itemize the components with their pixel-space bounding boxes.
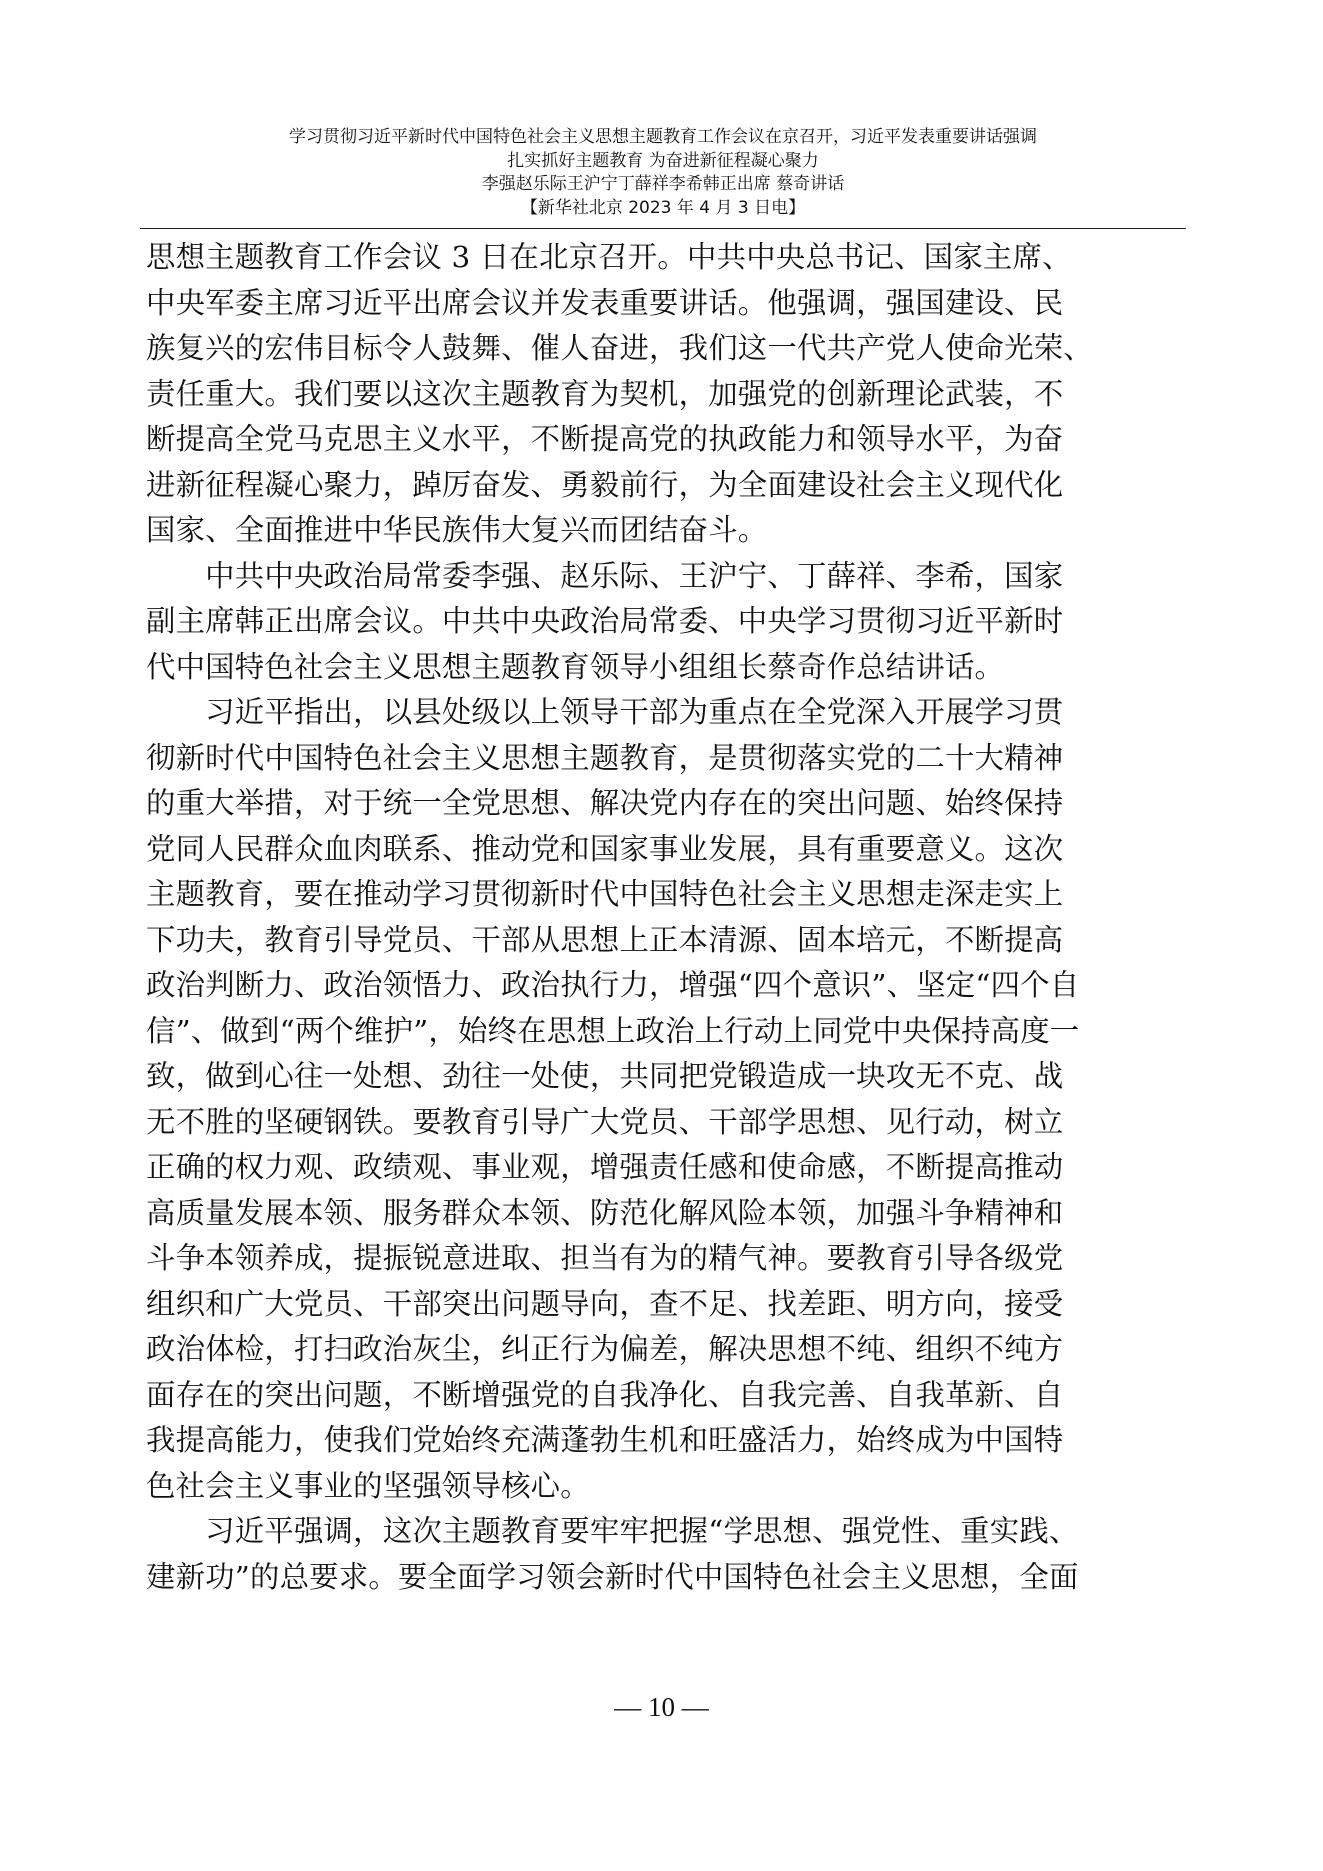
body-line: 党同人民群众血肉联系、推动党和国家事业发展，具有重要意义。这次 [146,831,1064,866]
article-header [140,126,1186,220]
body-line: 的重大举措，对于统一全党思想、解决党内存在的突出问题、始终保持 [146,786,1064,820]
header-title: 扎实抓好主题教育 为奋进新征程凝心聚力 [507,150,819,171]
body-line: 致，做到心往一处想、劲往一处使，共同把党锻造成一块攻无不克、战 [146,1059,1064,1093]
body-line: 习近平强调，这次主题教育要牢牢把握“学思想、强党性、重实践、 [146,1514,1079,1548]
body-line: 组织和广大党员、干部突出问题导向，查不足、找差距、明方向，接受 [146,1286,1064,1321]
body-line: 斗争本领养成，提振锐意进取、担当有为的精气神。要教育引导各级党 [146,1241,1064,1275]
body-line: 进新征程凝心聚力，踔厉奋发、勇毅前行，为全面建设社会主义现代化 [146,467,1064,502]
header-headline: 学习贯彻习近平新时代中国特色社会主义思想主题教育工作会议在京召开，习近平发表重要讲话强调 [289,127,1037,147]
body-line: 建新功”的总要求。要全面学习领会新时代中国特色社会主义思想，全面 [146,1559,1079,1594]
body-line: 无不胜的坚硬钢铁。要教育引导广大党员、干部学思想、见行动，树立 [146,1104,1064,1139]
header-dateline: 【新华社北京 2023 年 4 月 3 日电】 [520,197,806,218]
body-line: 我提高能力，使我们党始终充满蓬勃生机和旺盛活力，始终成为中国特 [146,1423,1064,1457]
body-line: 主题教育，要在推动学习贯彻新时代中国特色社会主义思想走深走实上 [146,877,1064,911]
body-line: 中共中央政治局常委李强、赵乐际、王沪宁、丁薛祥、李希，国家 [146,558,1064,593]
body-line: 色社会主义事业的坚强领导核心。 [146,1468,590,1503]
body-line: 信”、做到“两个维护”，始终在思想上政治上行动上同党中央保持高度一 [146,1013,1080,1048]
article-body [146,235,1182,1600]
page-number: — 10 — [614,1692,709,1722]
body-line: 中央军委主席习近平出席会议并发表重要讲话。他强调，强国建设、民 [146,285,1064,320]
body-line: 彻新时代中国特色社会主义思想主题教育，是贯彻落实党的二十大精神 [146,740,1064,775]
body-line: 断提高全党马克思主义水平，不断提高党的执政能力和领导水平，为奋 [146,422,1064,456]
body-line: 政治判断力、政治领悟力、政治执行力，增强“四个意识”、坚定“四个自 [146,968,1080,1002]
body-line: 族复兴的宏伟目标令人鼓舞、催人奋进，我们这一代共产党人使命光荣、 [146,331,1093,365]
body-line: 下功夫，教育引导党员、干部从思想上正本清源、固本培元，不断提高 [146,922,1064,957]
body-line: 政治体检，打扫政治灰尘，纠正行为偏差，解决思想不纯、组织不纯方 [146,1332,1064,1366]
body-line: 正确的权力观、政绩观、事业观，增强责任感和使命感，不断提高推动 [146,1150,1064,1184]
body-line: 国家、全面推进中华民族伟大复兴而团结奋斗。 [146,513,768,547]
body-line: 责任重大。我们要以这次主题教育为契机，加强党的创新理论武装，不 [146,376,1064,411]
body-line: 高质量发展本领、服务群众本领、防范化解风险本领，加强斗争精神和 [146,1195,1064,1230]
header-divider [140,228,1186,229]
body-line: 思想主题教育工作会议 3 日在北京召开。中共中央总书记、国家主席、 [146,240,1072,274]
header-subtitle: 李强赵乐际王沪宁丁薛祥李希韩正出席 蔡奇讲话 [481,174,845,194]
body-line: 副主席韩正出席会议。中共中央政治局常委、中央学习贯彻习近平新时 [146,604,1064,638]
body-line: 代中国特色社会主义思想主题教育领导小组组长蔡奇作总结讲话。 [146,649,1005,684]
body-line: 面存在的突出问题，不断增强党的自我净化、自我完善、自我革新、自 [146,1377,1064,1412]
body-line: 习近平指出，以县处级以上领导干部为重点在全党深入开展学习贯 [146,695,1064,729]
